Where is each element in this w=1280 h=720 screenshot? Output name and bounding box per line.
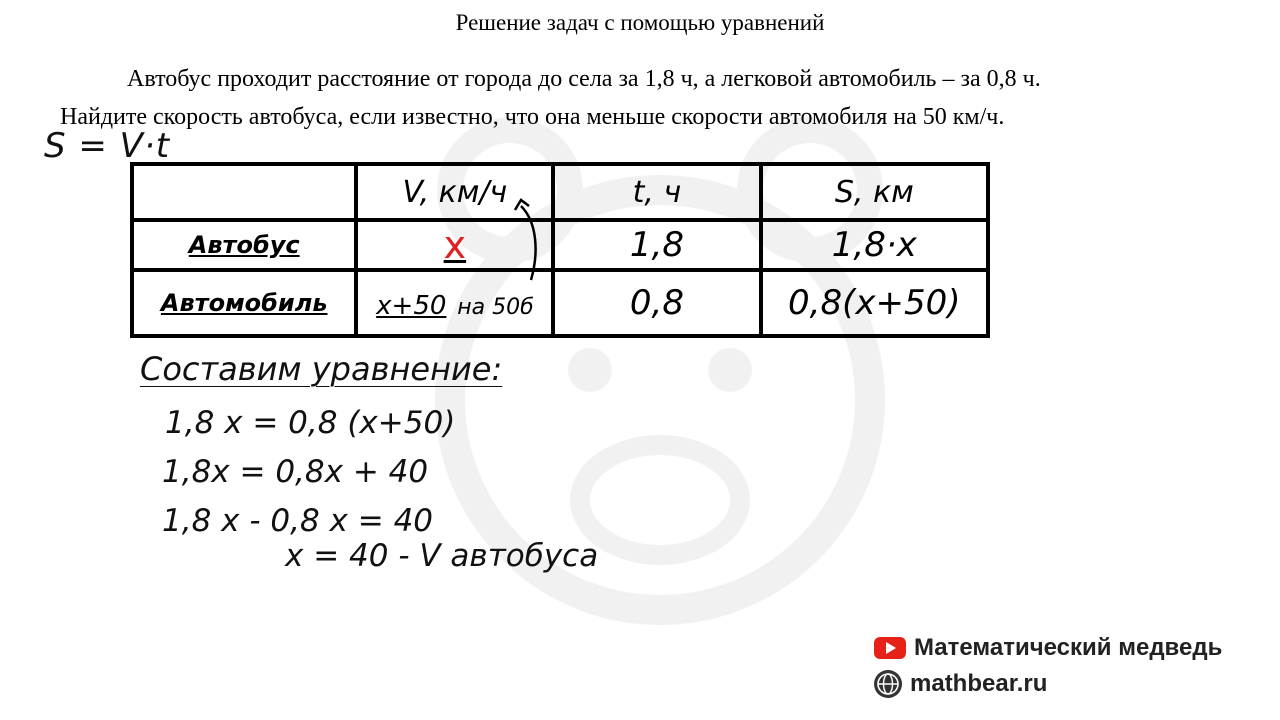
table-row: [132, 270, 988, 336]
car-distance: 0,8(x+50): [761, 270, 988, 336]
formula: S = V·t: [44, 126, 171, 166]
problem-line-1: Автобус проходит расстояние от города до села за 1,8 ч, а легковой автомобиль – за 0,8 ч.: [127, 66, 1041, 92]
channel-link[interactable]: [874, 634, 1222, 662]
equation-heading: Составим уравнение:: [140, 350, 503, 388]
arrow-icon: [513, 192, 543, 282]
youtube-icon: [874, 637, 906, 659]
header-time: t, ч: [553, 164, 760, 220]
problem-statement: [60, 60, 1260, 136]
header-distance: S, км: [761, 164, 988, 220]
table-row: [132, 220, 988, 270]
problem-line-2: Найдите скорость автобуса, если известно, что она меньше скорости автомобиля на 50 км/ч.: [60, 104, 1005, 130]
car-velocity-note: на 50б: [457, 295, 534, 320]
equation-answer: x = 40 - V автобуса: [285, 538, 599, 574]
bus-velocity-cell: [356, 220, 553, 270]
table-header-row: [132, 164, 988, 220]
car-velocity: x+50: [376, 291, 447, 321]
car-velocity-cell: [356, 270, 553, 336]
site-name: mathbear.ru: [910, 670, 1048, 697]
row-label-car: Автомобиль: [132, 270, 356, 336]
car-time: 0,8: [553, 270, 760, 336]
bus-velocity: x: [443, 223, 467, 267]
row-label-bus: Автобус: [132, 220, 356, 270]
table-header-empty: [132, 164, 356, 220]
header-velocity: V, км/ч: [356, 164, 553, 220]
bus-distance: 1,8·x: [761, 220, 988, 270]
equation-step-2: 1,8x = 0,8x + 40: [162, 454, 429, 490]
globe-icon: [874, 670, 902, 698]
solution-table: [130, 162, 990, 338]
bus-time: 1,8: [553, 220, 760, 270]
equation-step-3: 1,8 x - 0,8 x = 40: [162, 503, 434, 539]
equation-step-1: 1,8 x = 0,8 (x+50): [165, 405, 456, 441]
page-title: Решение задач с помощью уравнений: [455, 10, 825, 35]
site-link[interactable]: [874, 670, 1047, 698]
channel-name: Математический медведь: [914, 634, 1223, 661]
